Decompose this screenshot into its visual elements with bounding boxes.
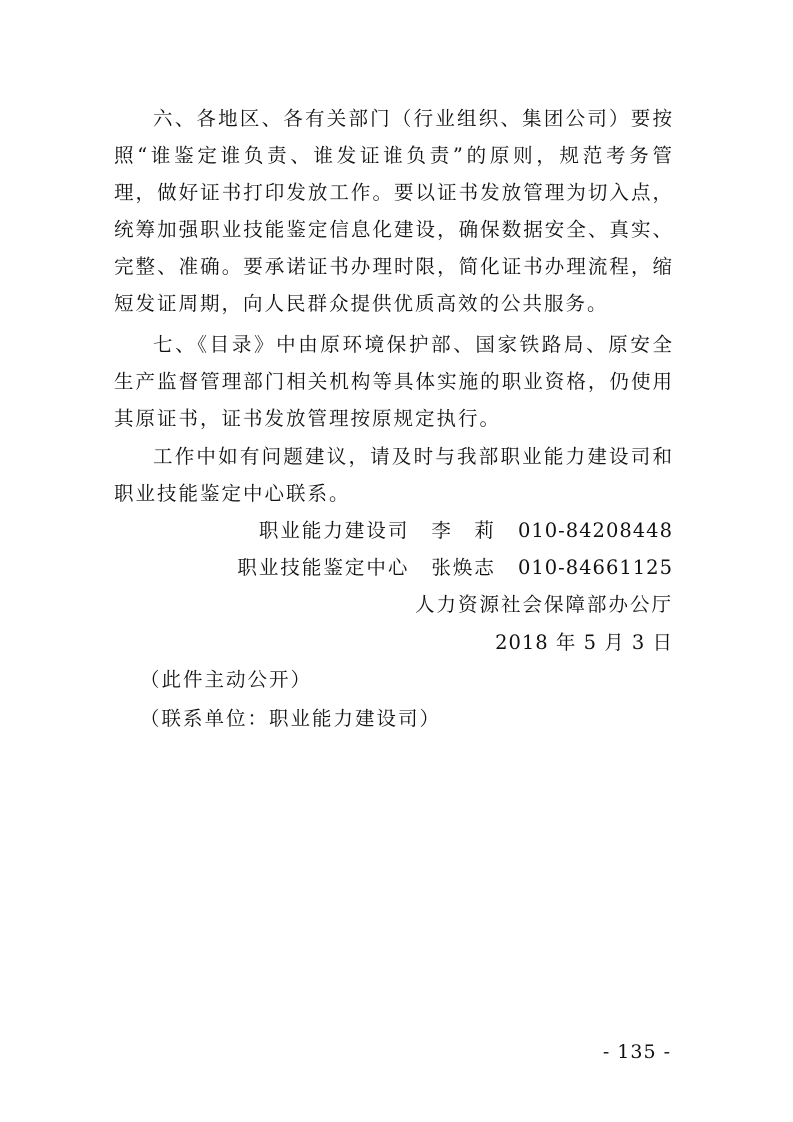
contact-phone: 010-84208448	[517, 519, 673, 542]
paragraph-contact-request: 工作中如有问题建议，请及时与我部职业能力建设司和职业技能鉴定中心联系。	[114, 445, 674, 505]
contact-unit: 职业能力建设司	[258, 519, 410, 542]
contact-unit: 职业技能鉴定中心	[237, 556, 410, 579]
paragraph-item-six: 六、各地区、各有关部门（行业组织、集团公司）要按照“谁鉴定谁负责、谁发证谁负责”的原则，规范考务管理，做好证书打印发放工作。要以证书发放管理为切入点，统筹加强职业技能鉴定信息化建设，确保数据安全、真实、完整、准确。要承诺证书办理时限，简化证书办理流程，缩短发证周期，向人民群众提供优质高效的公共服务。	[114, 107, 674, 315]
contact-person: 张焕志	[431, 556, 496, 579]
paragraph-item-seven: 七、《目录》中由原环境保护部、国家铁路局、原安全生产监督管理部门相关机构等具体实施的职业资格，仍使用其原证书，证书发放管理按原规定执行。	[114, 333, 674, 430]
contact-person: 李 莉	[431, 519, 496, 542]
contact-line-skill-appraisal	[237, 549, 673, 586]
issuing-office: 人力资源社会保障部办公厅	[414, 593, 673, 616]
page-number: - 135 -	[602, 1041, 671, 1063]
issue-date: 2018 年 5 月 3 日	[495, 631, 673, 654]
contact-phone: 010-84661125	[517, 556, 673, 579]
contact-line-capacity-building	[259, 512, 673, 549]
disclosure-note: （此件主动公开）	[140, 668, 313, 691]
contact-unit-note: （联系单位：职业能力建设司）	[140, 707, 442, 730]
